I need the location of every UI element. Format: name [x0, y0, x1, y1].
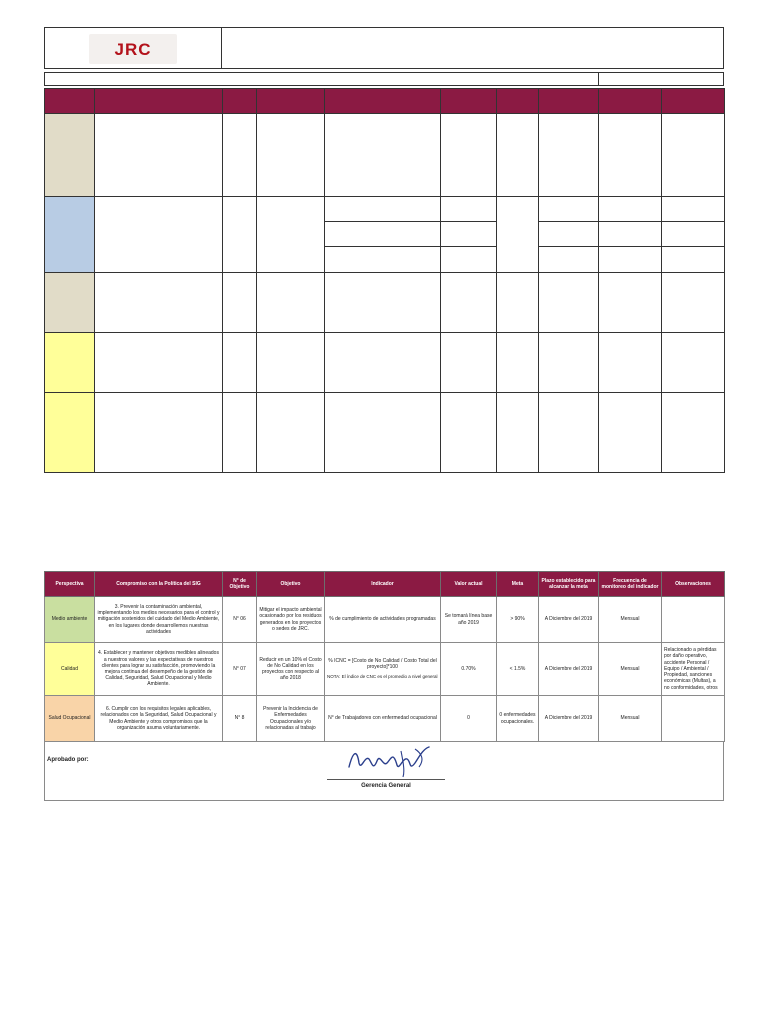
meta-cell: > 90% [497, 597, 539, 643]
col-header: Objetivo [257, 572, 325, 597]
compromiso-cell: 6. Cumplir con los requisitos legales aplicables, relacionados con la Seguridad, Salud Ocupacional y Medio Ambiente y otros compromisos que la organización asuma voluntariamente. [95, 696, 223, 742]
approved-by-label: Aprobado por: [47, 757, 89, 763]
objetivo-cell: Mitigar el impacto ambiental ocasionado por los residuos generados en los proyectos o sedes de JRC. [257, 597, 325, 643]
compromiso-cell: 3. Prevenir la contaminación ambiental, implementando los medios necesarios para el control y mitigación sostenidos del cuidado del Medio Ambiente, en los lugares donde desarrollemos nuestras actividades [95, 597, 223, 643]
upper-table-header [45, 89, 725, 114]
plazo-cell: A Diciembre del 2019 [539, 696, 599, 742]
observaciones-cell: Relacionado a pérdidas por daño operativo, accidente Personal / Equipo / Ambiental / Propiedad, sanciones económicas (Multas), a no conformidades, otros [662, 643, 725, 696]
indicador-cell [325, 597, 441, 643]
table-row [45, 643, 725, 696]
svg-text:JRC: JRC [114, 40, 152, 59]
signature-line [327, 779, 445, 780]
upper-row [45, 114, 725, 197]
col-header: Perspectiva [45, 572, 95, 597]
numero-cell: N° 07 [223, 643, 257, 696]
jrc-logo [89, 34, 177, 64]
upper-row [45, 273, 725, 333]
numero-cell: N° 8 [223, 696, 257, 742]
valor-cell: 0.70% [441, 643, 497, 696]
col-header: Observaciones [662, 572, 725, 597]
indicador-text: N° de Trabajadores con enfermedad ocupacional [328, 715, 437, 722]
col-header: Indicador [325, 572, 441, 597]
frecuencia-cell: Mensual [599, 597, 662, 643]
approval-block [44, 741, 724, 801]
logo-box [44, 27, 222, 69]
col-header: Valor actual [441, 572, 497, 597]
indicador-text: % ICNC = [Costo de No Calidad / Costo Total del proyecto]*100 [328, 658, 437, 671]
frecuencia-cell: Mensual [599, 643, 662, 696]
indicador-cell [325, 643, 441, 696]
indicador-cell [325, 696, 441, 742]
perspectiva-cell: Medio ambiente [45, 597, 95, 643]
meta-cell: 0 enfermedades ocupacionales. [497, 696, 539, 742]
upper-table [44, 88, 725, 473]
indicador-note: NOTA: El índice de CNC es el promedio a nivel general [327, 673, 438, 679]
upper-row [45, 197, 725, 222]
document-title-box [222, 27, 724, 69]
objectives-header-row [45, 572, 725, 597]
signer-label: Gerencia General [361, 783, 411, 789]
signature-icon [345, 741, 435, 781]
compromiso-cell: 4. Establecer y mantener objetivos medibles alineados a nuestros valores y las expectativas de nuestros clientes para lograr su satisfacción, promoviendo la mejora continua del desempeño de la gestión de Calidad, Seguridad, Salud Ocupacional y Medio Ambiente. [95, 643, 223, 696]
plazo-cell: A Diciembre del 2019 [539, 597, 599, 643]
valor-cell: Se tomará línea base año 2019 [441, 597, 497, 643]
col-header: Compromiso con la Política del SIG [95, 572, 223, 597]
objectives-table [44, 571, 725, 742]
meta-cell: < 1.5% [497, 643, 539, 696]
frecuencia-cell: Mensual [599, 696, 662, 742]
col-header: Meta [497, 572, 539, 597]
indicador-text: % de cumplimiento de actividades programadas [329, 616, 436, 623]
col-header: Plazo establecido para alcanzar la meta [539, 572, 599, 597]
observaciones-cell [662, 696, 725, 742]
perspectiva-cell: Salud Ocupacional [45, 696, 95, 742]
objetivo-cell: Prevenir la Incidencia de Enfermedades Ocupacionales y/o relacionadas al trabajo [257, 696, 325, 742]
col-header: N° de Objetivo [223, 572, 257, 597]
plazo-cell: A Diciembre del 2019 [539, 643, 599, 696]
upper-row [45, 333, 725, 393]
table-row [45, 696, 725, 742]
objetivo-cell: Reducir en un 10% el Costo de No Calidad en los proyectos con respecto al año 2018 [257, 643, 325, 696]
valor-cell: 0 [441, 696, 497, 742]
table-row [45, 597, 725, 643]
col-header: Frecuencia de monitoreo del indicador [599, 572, 662, 597]
perspectiva-cell: Calidad [45, 643, 95, 696]
numero-cell: N° 06 [223, 597, 257, 643]
upper-row [45, 393, 725, 473]
observaciones-cell [662, 597, 725, 643]
subheader-row [44, 72, 724, 86]
